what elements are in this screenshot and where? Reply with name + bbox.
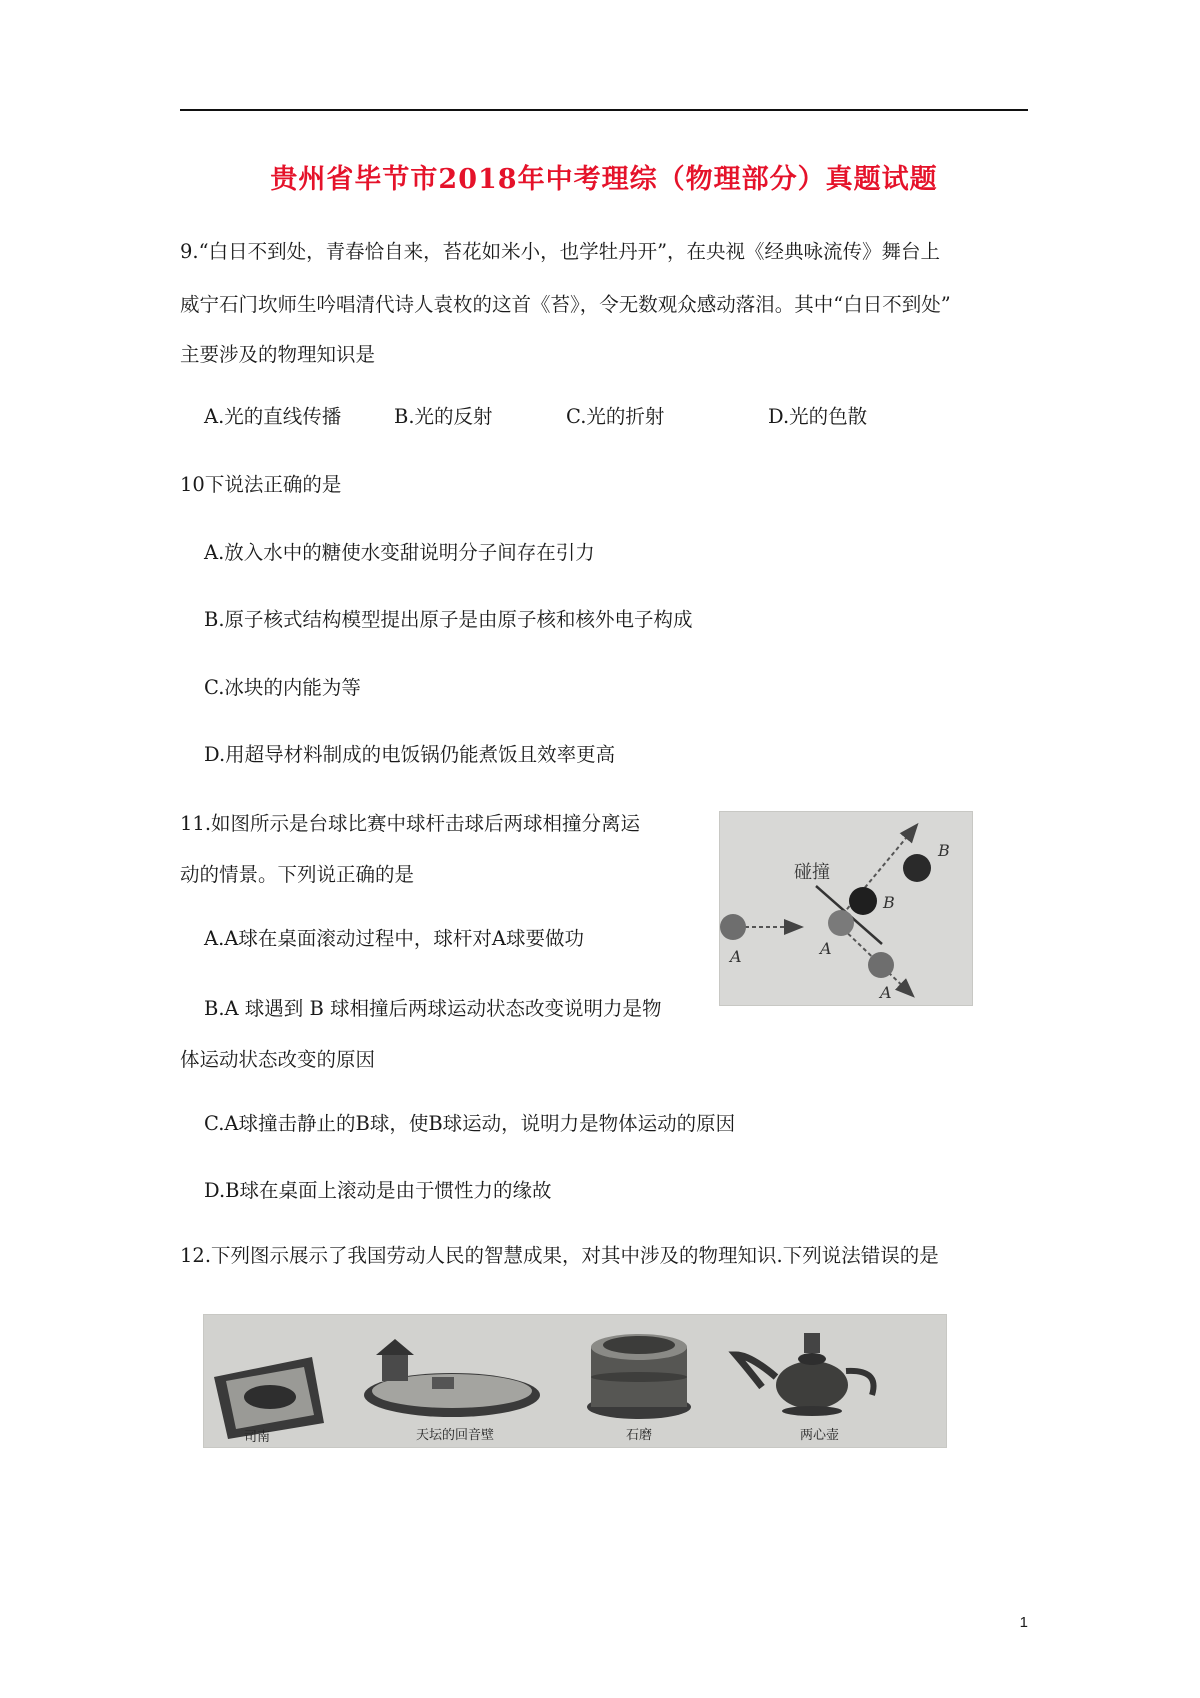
q9-option-a: A.光的直线传播: [204, 405, 342, 428]
caption-compass: 司南: [244, 1430, 271, 1445]
ball-a-collision-label: A: [820, 939, 832, 958]
ball-a-start: [720, 914, 746, 940]
ball-a-start-label: A: [730, 947, 742, 966]
q11-option-b-line-2: 体运动状态改变的原因: [180, 1048, 376, 1071]
ball-b-collision: [849, 887, 877, 915]
q10-option-d: D.用超导材料制成的电饭锅仍能煮饭且效率更高: [204, 743, 616, 766]
q11-option-b-line-1: B.A 球遇到 B 球相撞后两球运动状态改变说明力是物: [204, 997, 662, 1020]
millstone-image: [587, 1334, 691, 1419]
q9-line-2: 威宁石门坎师生吟唱清代诗人袁枚的这首《苔》，令无数观众感动落泪。其中“白日不到处”: [180, 293, 951, 316]
ball-a-moved: [868, 952, 894, 978]
ball-b-moved: [903, 854, 931, 882]
q9-option-d: D.光的色散: [768, 405, 868, 428]
billiards-figure: [719, 811, 973, 1006]
q9-line-3: 主要涉及的物理知识是: [180, 343, 376, 366]
q11-line-2: 动的情景。下列说正确的是: [180, 863, 415, 886]
page-title: 贵州省毕节市2018年中考理综（物理部分）真题试题: [270, 164, 938, 195]
echo-wall-image: [364, 1339, 540, 1417]
caption-echo-wall: 天坛的回音壁: [416, 1428, 495, 1443]
q10-option-b: B.原子核式结构模型提出原子是由原子核和核外电子构成: [204, 608, 693, 631]
q11-option-d: D.B球在桌面上滚动是由于惯性力的缘故: [204, 1179, 552, 1202]
compass-image: [214, 1357, 324, 1439]
q9-option-c: C.光的折射: [566, 405, 665, 428]
ball-b-moved-label: B: [938, 841, 950, 860]
q10-stem: 10下说法正确的是: [180, 473, 342, 496]
page-number: 1: [1019, 1614, 1028, 1631]
teapot-image: [736, 1333, 874, 1416]
caption-millstone: 石磨: [626, 1428, 653, 1443]
q10-option-c: C.冰块的内能为等: [204, 676, 361, 699]
ball-a-collision: [828, 910, 854, 936]
header-rule: [180, 109, 1028, 111]
q11-option-c: C.A球撞击静止的B球，使B球运动，说明力是物体运动的原因: [204, 1112, 736, 1135]
ball-a-moved-label: A: [880, 983, 892, 1002]
ball-b-label: B: [883, 893, 895, 912]
inventions-diagram: [204, 1315, 946, 1447]
q9-option-b: B.光的反射: [394, 405, 493, 428]
q12-stem: 12.下列图示展示了我国劳动人民的智慧成果，对其中涉及的物理知识.下列说法错误的是: [180, 1244, 939, 1267]
collision-label: 碰撞: [794, 862, 830, 883]
q10-option-a: A.放入水中的糖使水变甜说明分子间存在引力: [204, 541, 595, 564]
billiards-diagram: [720, 812, 972, 1005]
inventions-figure: [203, 1314, 947, 1448]
q11-option-a: A.A球在桌面滚动过程中，球杆对A球要做功: [204, 927, 584, 950]
q9-line-1: 9.“白日不到处，青春恰自来，苔花如米小，也学牡丹开”，在央视《经典咏流传》舞台上: [180, 240, 941, 263]
caption-teapot: 两心壶: [800, 1428, 840, 1443]
q11-line-1: 11.如图所示是台球比赛中球杆击球后两球相撞分离运: [180, 812, 641, 835]
